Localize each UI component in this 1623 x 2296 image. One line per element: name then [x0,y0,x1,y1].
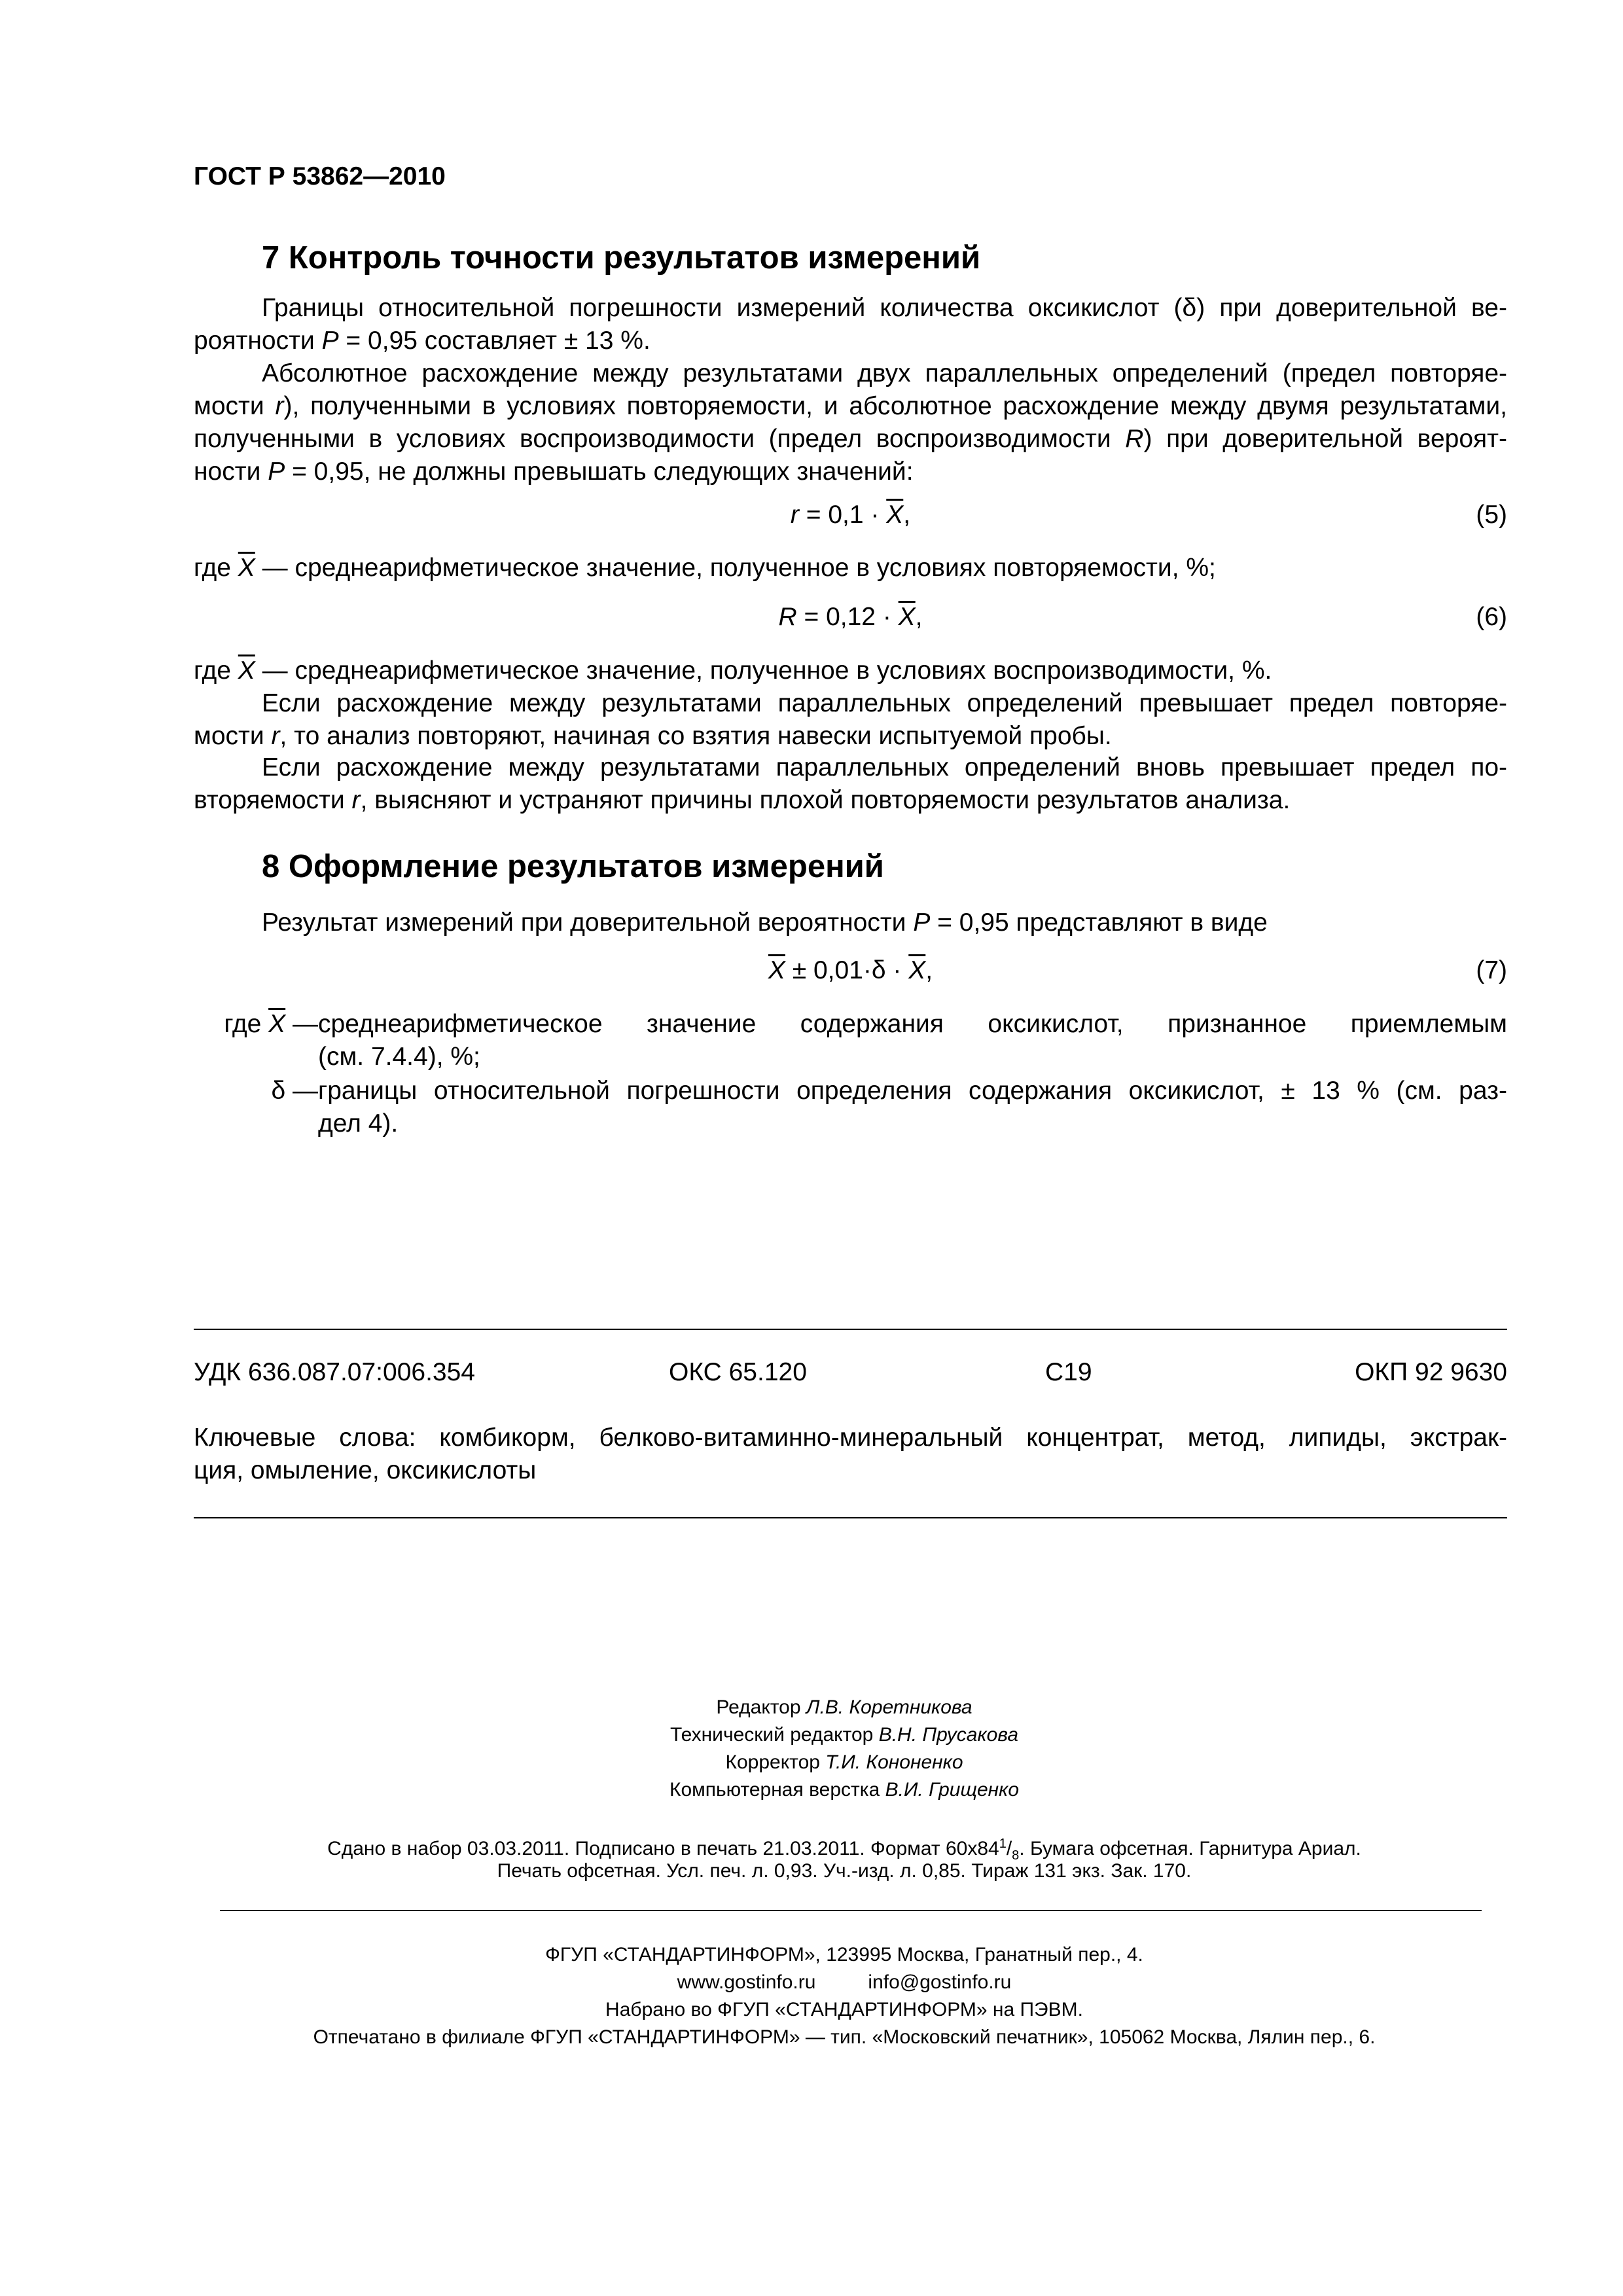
section-7-paragraph-3-line-1: Если расхождение между результатами параллельных определений превышает предел повторяе- [262,689,1507,717]
formula-7-where-delta-line-2: дел 4). [318,1109,399,1138]
formula-5-number: (5) [1476,501,1507,529]
keywords-line-2: ция, омыление, оксикислоты [194,1456,537,1484]
imprint-technical-editor: Технический редактор В.Н. Прусакова [669,1724,1019,1746]
formula-5 [194,497,1507,533]
imprint-corrector: Корректор Т.И. Кононенко [725,1751,963,1773]
section-7-paragraph-2-line-4: ности P = 0,95, не должны превышать следующих значений: [194,457,914,486]
c-code: С19 [1045,1358,1092,1386]
imprint-editor: Редактор Л.В. Коретникова [716,1696,972,1718]
publisher-contacts [33,1969,1623,1996]
publisher-address: ФГУП «СТАНДАРТИНФОРМ», 123995 Москва, Гранатный пер., 4. [545,1944,1143,1965]
formula-6-where: где $\overline{X}$ — среднеарифметическое значение, полученное в условиях воспроизводимости, %. [194,656,1272,685]
formula-6-expression: $R = 0,12 \cdot \overline{X}$, [778,603,923,631]
publisher-website[interactable]: www.gostinfo.ru [677,1971,816,1993]
publisher-email[interactable]: info@gostinfo.ru [868,1971,1012,1993]
section-7-paragraph-1-line-1: Границы относительной погрешности измерений количества оксикислот (δ) при доверительной ве- [262,294,1507,322]
publisher-printed-note: Отпечатано в филиале ФГУП «СТАНДАРТИНФОРМ» — тип. «Московский печатник», 105062 Москва, Лялин пер., 6. [313,2026,1376,2048]
imprint-print-details-line-1: Сдано в набор 03.03.2011. Подписано в печать 21.03.2011. Формат $60х84^1/_8$. Бумага офсетная. Гарнитура Ариал. [327,1837,1361,1863]
section-7-paragraph-2-line-2: мости r), полученными в условиях повторяемости, и абсолютное расхождение между двумя результатами, [194,392,1507,420]
imprint-print-details-line-2: Печать офсетная. Усл. печ. л. 0,93. Уч.-изд. л. 0,85. Тираж 131 экз. Зак. 170. [497,1860,1192,1882]
oks-code: ОКС 65.120 [669,1358,807,1386]
formula-5-where: где $\overline{X}$ — среднеарифметическое значение, полученное в условиях повторяемости, %; [194,554,1216,582]
okp-code: ОКП 92 9630 [1355,1358,1507,1386]
formula-6 [194,600,1507,635]
imprint-layout: Компьютерная верстка В.И. Грищенко [669,1779,1020,1801]
formula-5-expression: $r = 0,1 \cdot \overline{X}$, [790,501,911,529]
formula-6-number: (6) [1476,603,1507,631]
section-7-title: 7 Контроль точности результатов измерений [262,240,981,276]
divider-top [194,1329,1507,1330]
formula-7-where-x-line-2: (см. 7.4.4), %; [318,1043,480,1071]
formula-7-where-label-x: где $\overline{X}$ — [224,1010,318,1038]
section-8-title: 8 Оформление результатов измерений [262,849,884,884]
section-7-paragraph-3-line-2: мости r, то анализ повторяют, начиная со взятия навески испытуемой пробы. [194,722,1112,750]
divider-bottom [194,1517,1507,1518]
keywords-line-1: Ключевые слова: комбикорм, белково-витаминно-минеральный концентрат, метод, липиды, экстрак- [194,1424,1507,1452]
formula-7-expression: $\overline{X} \pm 0,01\cdot\delta \cdot \overline{X}$, [768,956,933,984]
formula-7-where-label-delta: δ — [271,1077,318,1105]
formula-7-where-x-line-1: среднеарифметическое значение содержания оксикислот, признанное приемлемым [318,1010,1507,1038]
section-7-paragraph-2-line-1: Абсолютное расхождение между результатами двух параллельных определений (предел повторяе- [262,359,1507,387]
document-header: ГОСТ Р 53862—2010 [194,162,446,190]
section-8-paragraph-1: Результат измерений при доверительной вероятности P = 0,95 представляют в виде [262,908,1268,937]
imprint-divider [220,1910,1482,1911]
udk-code: УДК 636.087.07:006.354 [194,1358,475,1386]
publisher-typeset-note: Набрано во ФГУП «СТАНДАРТИНФОРМ» на ПЭВМ. [605,1999,1083,2020]
section-7-paragraph-1-line-2: роятности P = 0,95 составляет ± 13 %. [194,327,651,355]
formula-7-number: (7) [1476,956,1507,984]
section-7-paragraph-2-line-3: полученными в условиях воспроизводимости (предел воспроизводимости R) при доверительной вероят- [194,425,1507,453]
formula-7-where-delta-line-1: границы относительной погрешности определения содержания оксикислот, ± 13 % (см. раз- [318,1077,1507,1105]
section-7-paragraph-4-line-1: Если расхождение между результатами параллельных определений вновь превышает предел по- [262,753,1507,781]
section-7-paragraph-4-line-2: вторяемости r, выясняют и устраняют причины плохой повторяемости результатов анализа. [194,786,1291,814]
formula-7 [194,953,1507,988]
